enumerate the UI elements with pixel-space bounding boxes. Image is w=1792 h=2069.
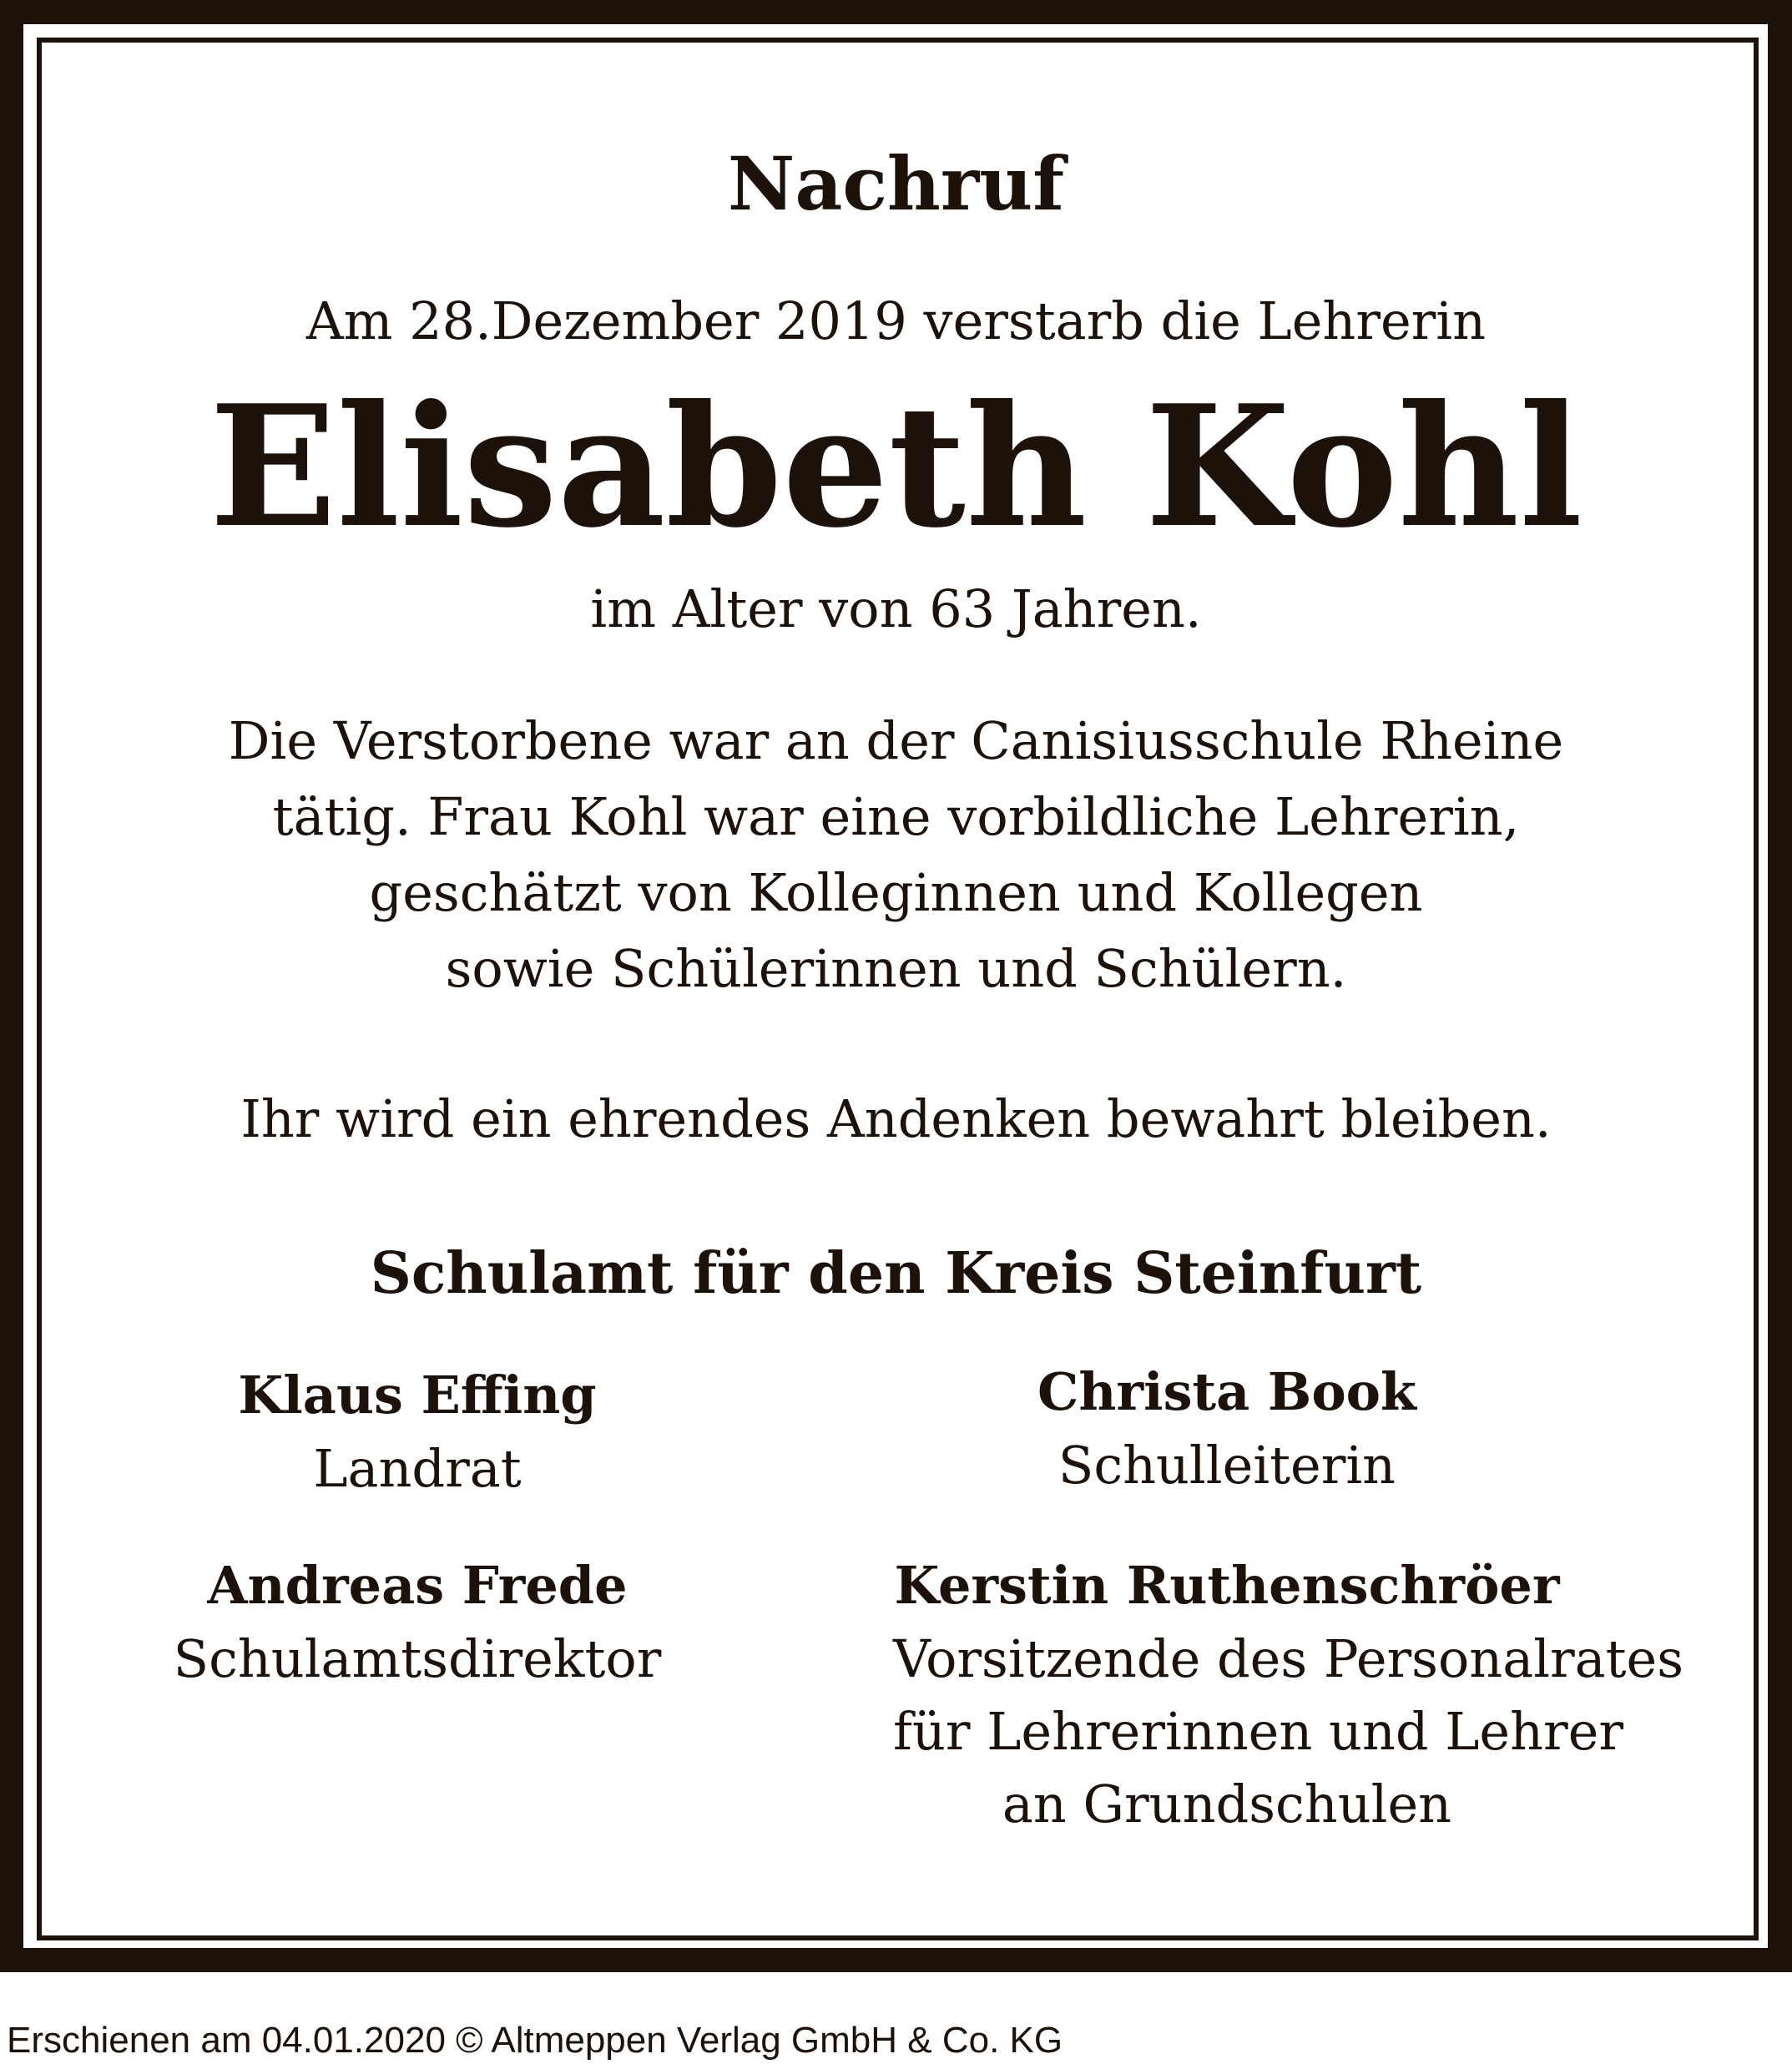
body-line: geschätzt von Kolleginnen und Kollegen [369, 862, 1423, 923]
signatory-role: Landrat [313, 1438, 522, 1499]
organization-name: Schulamt für den Kreis Steinfurt [370, 1240, 1422, 1307]
signatory-name: Klaus Effing [238, 1365, 597, 1426]
signatory-block [943, 1355, 1511, 1501]
signatory-name: Christa Book [1037, 1361, 1416, 1422]
signatory-block [893, 1549, 1684, 1840]
deceased-name: Elisabeth Kohl [209, 369, 1583, 565]
body-line: Die Verstorbene war an der Canisiusschule Rheine [228, 710, 1564, 771]
signatory-name: Kerstin Ruthenschröer [894, 1555, 1560, 1616]
signatory-role: Vorsitzende des Personalrates [893, 1628, 1684, 1689]
obituary-intro: Am 28.Dezember 2019 verstarb die Lehrerin [305, 290, 1487, 351]
obituary-body [0, 703, 1792, 1007]
closing-line: Ihr wird ein ehrendes Andenken bewahrt bleiben. [240, 1088, 1552, 1149]
signatory-name: Andreas Frede [207, 1555, 628, 1616]
signatory-block [134, 1549, 701, 1695]
publication-footer: Erschienen am 04.01.2020 © Altmeppen Verlag GmbH & Co. KG [7, 2020, 1063, 2061]
obituary-title: Nachruf [727, 140, 1065, 227]
signatory-role: Schulleiterin [1058, 1435, 1396, 1496]
age-line: im Alter von 63 Jahren. [590, 578, 1202, 639]
signatory-block [134, 1359, 701, 1505]
signatory-role: an Grundschulen [1002, 1774, 1452, 1834]
body-line: sowie Schülerinnen und Schülern. [445, 938, 1347, 999]
signatory-role: für Lehrerinnen und Lehrer [893, 1701, 1624, 1762]
signatory-role: Schulamtsdirektor [173, 1628, 662, 1689]
body-line: tätig. Frau Kohl war eine vorbildliche Lehrerin, [272, 786, 1520, 847]
